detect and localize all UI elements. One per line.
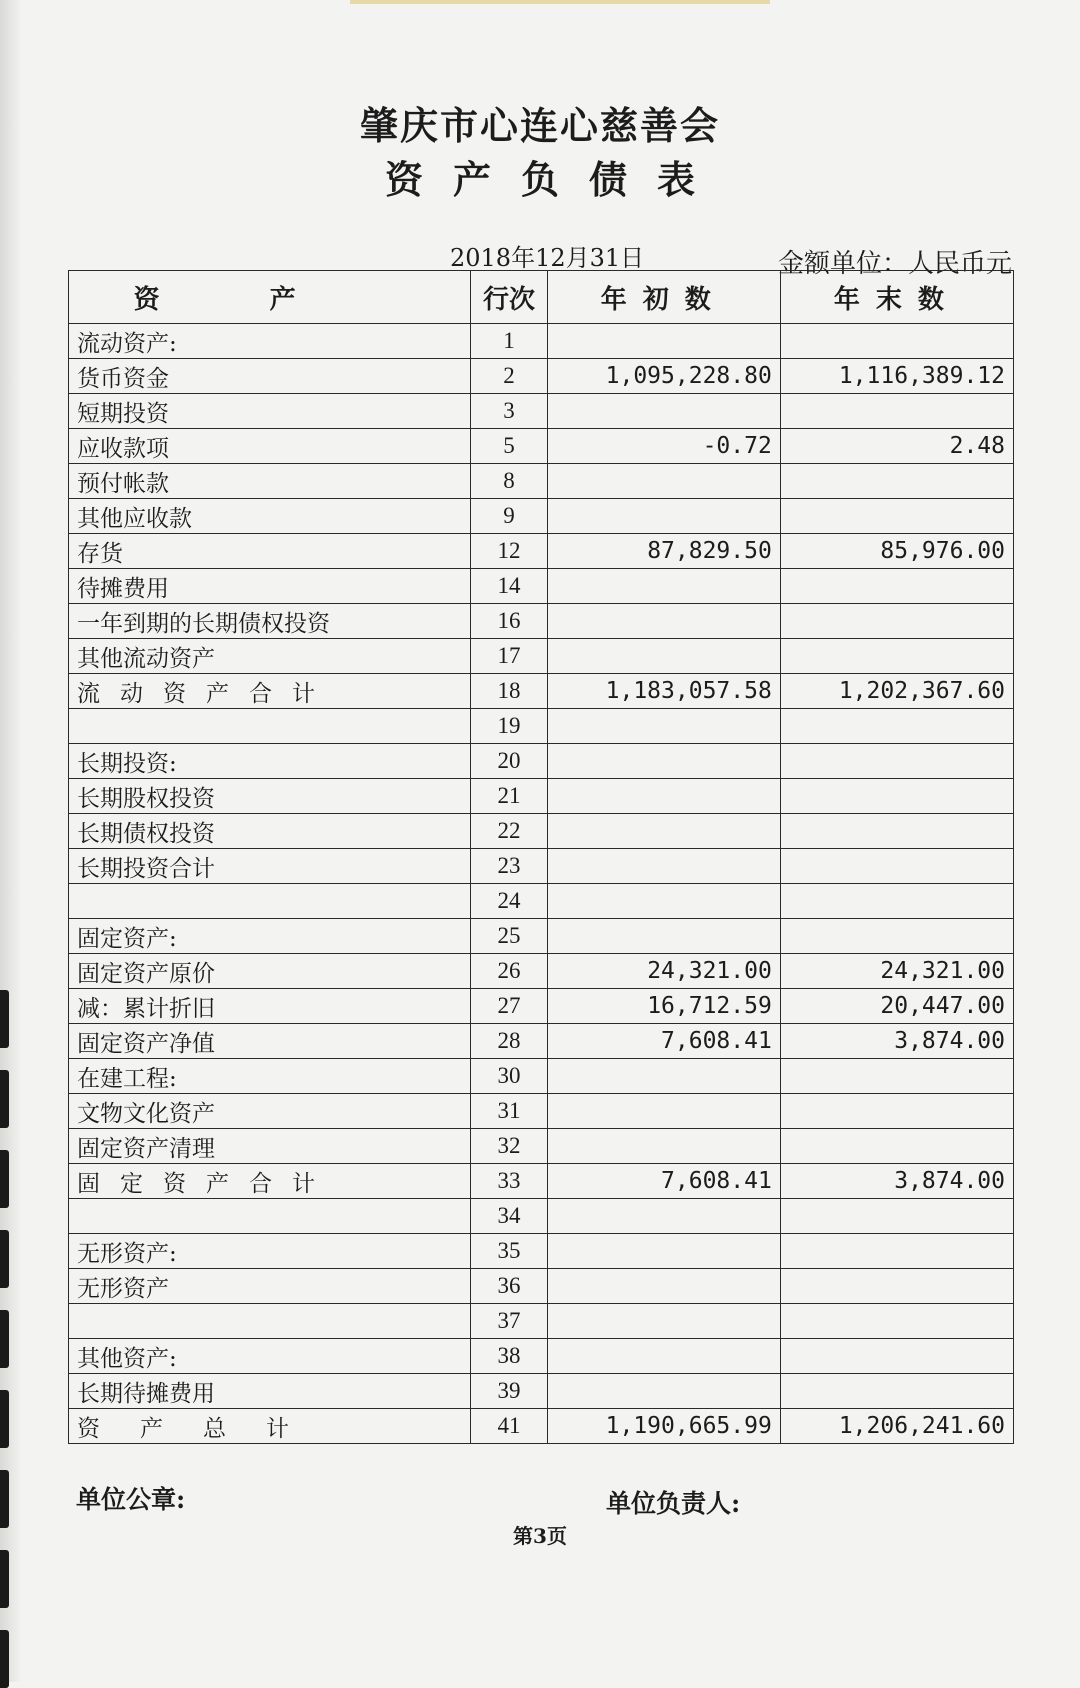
row-name: 长期投资: [69,744,471,779]
row-name: 文物文化资产 [69,1094,471,1129]
balance-sheet-table [68,270,1014,1444]
table-row [69,324,1014,359]
row-end-amount [780,639,1013,674]
table-row [69,1024,1014,1059]
table-row [69,569,1014,604]
table-row [69,744,1014,779]
row-end-amount [780,324,1013,359]
row-line-no: 35 [471,1234,547,1269]
table-row [69,394,1014,429]
table-row [69,1164,1014,1199]
row-begin-amount [547,324,780,359]
binding-ring [0,1390,9,1448]
row-line-no: 32 [471,1129,547,1164]
row-name: 固定资产: [69,919,471,954]
row-begin-amount: 24,321.00 [547,954,780,989]
row-end-amount [780,569,1013,604]
row-line-no: 14 [471,569,547,604]
row-begin-amount [547,884,780,919]
binding-ring [0,1230,9,1288]
row-begin-amount [547,1094,780,1129]
table-row [69,884,1014,919]
row-end-amount [780,1304,1013,1339]
row-begin-amount [547,814,780,849]
row-line-no: 3 [471,394,547,429]
top-tape-strip [350,0,770,4]
row-begin-amount [547,1374,780,1409]
row-name: 应收款项 [69,429,471,464]
row-name: 长期债权投资 [69,814,471,849]
row-name: 资产总计 [69,1409,471,1444]
row-name: 固定资产清理 [69,1129,471,1164]
row-name: 待摊费用 [69,569,471,604]
row-name: 其他流动资产 [69,639,471,674]
table-row [69,1094,1014,1129]
row-name: 无形资产 [69,1269,471,1304]
binding-ring [0,1070,9,1128]
row-line-no: 31 [471,1094,547,1129]
row-end-amount: 24,321.00 [780,954,1013,989]
row-begin-amount: -0.72 [547,429,780,464]
table-row [69,1374,1014,1409]
table-row [69,429,1014,464]
row-line-no: 28 [471,1024,547,1059]
row-line-no: 16 [471,604,547,639]
row-end-amount [780,1059,1013,1094]
row-name: 其他应收款 [69,499,471,534]
row-name: 短期投资 [69,394,471,429]
table-row [69,1269,1014,1304]
row-end-amount [780,779,1013,814]
table-row [69,954,1014,989]
row-begin-amount [547,499,780,534]
column-header-asset: 资产 [69,271,471,324]
row-end-amount [780,1374,1013,1409]
row-line-no: 39 [471,1374,547,1409]
row-name: 存货 [69,534,471,569]
row-begin-amount: 1,095,228.80 [547,359,780,394]
row-line-no: 17 [471,639,547,674]
row-begin-amount: 1,190,665.99 [547,1409,780,1444]
row-begin-amount [547,394,780,429]
row-begin-amount [547,639,780,674]
row-name: 流动资产: [69,324,471,359]
page-number: 第3页 [513,1524,567,1548]
row-line-no: 34 [471,1199,547,1234]
row-name [69,709,471,744]
row-begin-amount [547,1269,780,1304]
row-line-no: 36 [471,1269,547,1304]
table-row [69,534,1014,569]
row-line-no: 19 [471,709,547,744]
row-end-amount [780,884,1013,919]
row-name: 固定资产合计 [69,1164,471,1199]
unit-head-label: 单位负责人: [606,1489,741,1518]
row-name: 一年到期的长期债权投资 [69,604,471,639]
binding-ring [0,1630,9,1688]
table-header-row [69,271,1014,324]
row-end-amount: 1,206,241.60 [780,1409,1013,1444]
table-row [69,1199,1014,1234]
row-end-amount [780,1129,1013,1164]
table-row [69,499,1014,534]
table-row [69,604,1014,639]
table-body [69,324,1014,1444]
row-end-amount [780,1199,1013,1234]
row-begin-amount [547,464,780,499]
row-begin-amount: 87,829.50 [547,534,780,569]
row-begin-amount [547,1339,780,1374]
row-line-no: 30 [471,1059,547,1094]
currency-unit: 金额单位：人民币元 [777,249,1012,279]
row-end-amount: 20,447.00 [780,989,1013,1024]
table-row [69,1409,1014,1444]
table-row [69,1234,1014,1269]
report-date: 2018年12月31日 [450,244,645,272]
title-block [0,100,1080,208]
row-end-amount [780,1339,1013,1374]
row-line-no: 8 [471,464,547,499]
row-end-amount [780,1094,1013,1129]
row-line-no: 9 [471,499,547,534]
row-line-no: 37 [471,1304,547,1339]
row-end-amount [780,464,1013,499]
row-begin-amount: 16,712.59 [547,989,780,1024]
table-row [69,849,1014,884]
row-end-amount [780,744,1013,779]
row-end-amount [780,499,1013,534]
row-begin-amount: 7,608.41 [547,1164,780,1199]
row-line-no: 23 [471,849,547,884]
table-row [69,359,1014,394]
row-end-amount: 1,202,367.60 [780,674,1013,709]
column-header-end: 年末数 [780,271,1013,324]
row-end-amount: 3,874.00 [780,1024,1013,1059]
row-name: 其他资产: [69,1339,471,1374]
row-line-no: 26 [471,954,547,989]
row-begin-amount: 1,183,057.58 [547,674,780,709]
row-name: 流动资产合计 [69,674,471,709]
organization-name: 肇庆市心连心慈善会 [359,103,720,148]
row-begin-amount [547,604,780,639]
row-end-amount [780,604,1013,639]
table-row [69,779,1014,814]
row-end-amount: 2.48 [780,429,1013,464]
row-end-amount: 85,976.00 [780,534,1013,569]
row-begin-amount [547,1234,780,1269]
table-row [69,639,1014,674]
table-row [69,1304,1014,1339]
row-end-amount [780,919,1013,954]
row-line-no: 18 [471,674,547,709]
row-line-no: 33 [471,1164,547,1199]
row-line-no: 41 [471,1409,547,1444]
row-name: 长期股权投资 [69,779,471,814]
binding-ring [0,1550,9,1608]
row-name [69,884,471,919]
row-name: 预付帐款 [69,464,471,499]
table-row [69,814,1014,849]
row-line-no: 22 [471,814,547,849]
row-begin-amount [547,709,780,744]
row-begin-amount [547,919,780,954]
row-line-no: 1 [471,324,547,359]
row-line-no: 12 [471,534,547,569]
row-line-no: 21 [471,779,547,814]
table-row [69,709,1014,744]
binding-ring [0,1150,9,1208]
row-begin-amount [547,1199,780,1234]
row-name [69,1199,471,1234]
table-row [69,1129,1014,1164]
row-line-no: 2 [471,359,547,394]
row-line-no: 24 [471,884,547,919]
table-row [69,464,1014,499]
row-end-amount [780,394,1013,429]
binding-ring [0,1310,9,1368]
table-row [69,989,1014,1024]
row-line-no: 5 [471,429,547,464]
column-header-begin: 年初数 [547,271,780,324]
row-name: 货币资金 [69,359,471,394]
row-name: 固定资产原价 [69,954,471,989]
row-line-no: 20 [471,744,547,779]
row-end-amount: 3,874.00 [780,1164,1013,1199]
row-end-amount [780,1234,1013,1269]
row-name: 长期待摊费用 [69,1374,471,1409]
binding-ring [0,990,9,1048]
row-end-amount [780,849,1013,884]
row-begin-amount [547,1304,780,1339]
row-begin-amount [547,1059,780,1094]
table-row [69,1059,1014,1094]
row-line-no: 27 [471,989,547,1024]
row-name: 固定资产净值 [69,1024,471,1059]
row-begin-amount [547,849,780,884]
row-line-no: 25 [471,919,547,954]
row-begin-amount [547,779,780,814]
row-end-amount [780,709,1013,744]
row-name: 无形资产: [69,1234,471,1269]
unit-seal-label: 单位公章: [76,1485,186,1514]
row-name: 在建工程: [69,1059,471,1094]
row-end-amount: 1,116,389.12 [780,359,1013,394]
table-row [69,1339,1014,1374]
sheet-title: 资产负债表 [384,157,725,202]
row-begin-amount: 7,608.41 [547,1024,780,1059]
row-name: 减：累计折旧 [69,989,471,1024]
row-begin-amount [547,744,780,779]
row-line-no: 38 [471,1339,547,1374]
row-begin-amount [547,569,780,604]
column-header-line-no: 行次 [471,271,547,324]
row-begin-amount [547,1129,780,1164]
row-name: 长期投资合计 [69,849,471,884]
row-end-amount [780,814,1013,849]
table-row [69,919,1014,954]
row-name [69,1304,471,1339]
row-end-amount [780,1269,1013,1304]
table-row [69,674,1014,709]
